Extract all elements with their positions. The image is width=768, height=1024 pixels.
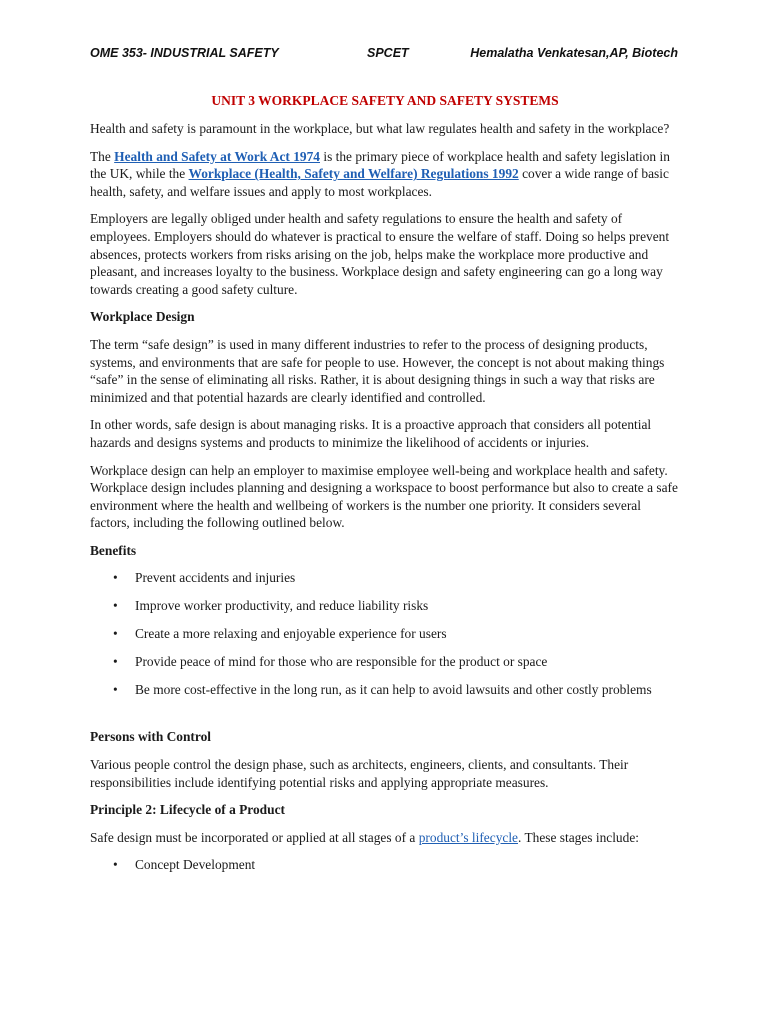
persons-with-control-paragraph: Various people control the design phase, such as architects, engineers, clients, and consultants. Their responsibilities include identifying potential risks and applying appropriate measures. [90, 756, 629, 790]
header-author: Hemalatha Venkatesan,AP, Biotech [470, 46, 678, 60]
list-item [90, 653, 680, 671]
list-item-text: Prevent accidents and injuries [135, 570, 296, 586]
bullet-icon: • [113, 626, 118, 642]
product-lifecycle-link[interactable]: product’s lifecycle [418, 829, 518, 845]
persons-with-control-heading: Persons with Control [90, 729, 212, 745]
list-item [90, 856, 680, 874]
workplace-design-heading: Workplace Design [90, 309, 195, 325]
lifecycle-text-2: . These stages include: [518, 829, 639, 845]
safe-design-paragraph: The term “safe design” is used in many different industries to refer to the process of designing products, systems, and environments that are safe for people to use. However, the concept is not about making things “safe” in the sense of eliminating all risks. Rather, it is about designing things in such a way that risks are minimized and that potential hazards are clearly identified and controlled. [90, 336, 665, 405]
list-item-text: Improve worker productivity, and reduce liability risks [135, 598, 429, 614]
bullet-icon: • [113, 682, 118, 698]
lifecycle-text-1: Safe design must be incorporated or applied at all stages of a [90, 829, 419, 845]
section-spacer [90, 709, 680, 728]
bullet-icon: • [113, 598, 118, 614]
principle-2-heading: Principle 2: Lifecycle of a Product [90, 802, 285, 818]
workplace-design-paragraph: Workplace design can help an employer to maximise employee well-being and workplace health and safety. Workplace design includes planning and designing a workspace to boost performance but also to create a safe environment where the health and wellbeing of workers is the number one priority. It considers several factors, including the following outlined below. [90, 462, 678, 531]
managing-risks-paragraph: In other words, safe design is about managing risks. It is a proactive approach that considers all potential hazards and designs systems and products to minimize the likelihood of accidents or injuries. [90, 417, 652, 450]
list-item [90, 569, 680, 587]
page-header [90, 46, 680, 64]
bullet-icon: • [113, 857, 118, 873]
list-item [90, 681, 680, 699]
list-item-text: Create a more relaxing and enjoyable experience for users [135, 626, 447, 642]
health-safety-act-link[interactable]: Health and Safety at Work Act 1974 [114, 148, 320, 164]
lifecycle-stages-list [90, 856, 680, 874]
bullet-icon: • [113, 570, 118, 586]
list-item [90, 625, 680, 643]
workplace-regulations-link[interactable]: Workplace (Health, Safety and Welfare) Regulations 1992 [188, 166, 519, 182]
law-text-2: is the primary piece of workplace health and safety legislation in the UK, while the [90, 148, 670, 182]
header-course: OME 353- INDUSTRIAL SAFETY [90, 46, 279, 60]
list-item [90, 597, 680, 615]
bullet-icon: • [113, 654, 118, 670]
document-body [90, 120, 680, 884]
list-item-text: Be more cost-effective in the long run, as it can help to avoid lawsuits and other costly problems [135, 682, 652, 698]
list-item-text: Provide peace of mind for those who are responsible for the product or space [135, 654, 548, 670]
law-paragraph [90, 148, 680, 201]
header-institution: SPCET [367, 46, 409, 60]
lifecycle-paragraph [90, 829, 680, 847]
benefits-heading: Benefits [90, 542, 137, 558]
document-page [90, 0, 680, 1024]
intro-paragraph: Health and safety is paramount in the workplace, but what law regulates health and safety in the workplace? [90, 121, 670, 136]
list-item-text: Concept Development [135, 857, 256, 873]
employers-paragraph: Employers are legally obliged under health and safety regulations to ensure the health and safety of employees. Employers should do whatever is practical to ensure the welfare of staff. Doing so helps prevent absences, protects workers from risks arising on the job, helps make the workplace more productive and pleasant, and increases loyalty to the business. Workplace design and safety engineering can go a long way towards creating a good safety culture. [90, 211, 670, 297]
unit-title: UNIT 3 WORKPLACE SAFETY AND SAFETY SYSTEMS [211, 93, 559, 108]
benefits-list [90, 569, 680, 699]
law-text-3: cover a wide range of basic health, safety, and welfare issues and apply to most workplaces. [90, 166, 669, 199]
law-text-1: The [90, 148, 115, 164]
